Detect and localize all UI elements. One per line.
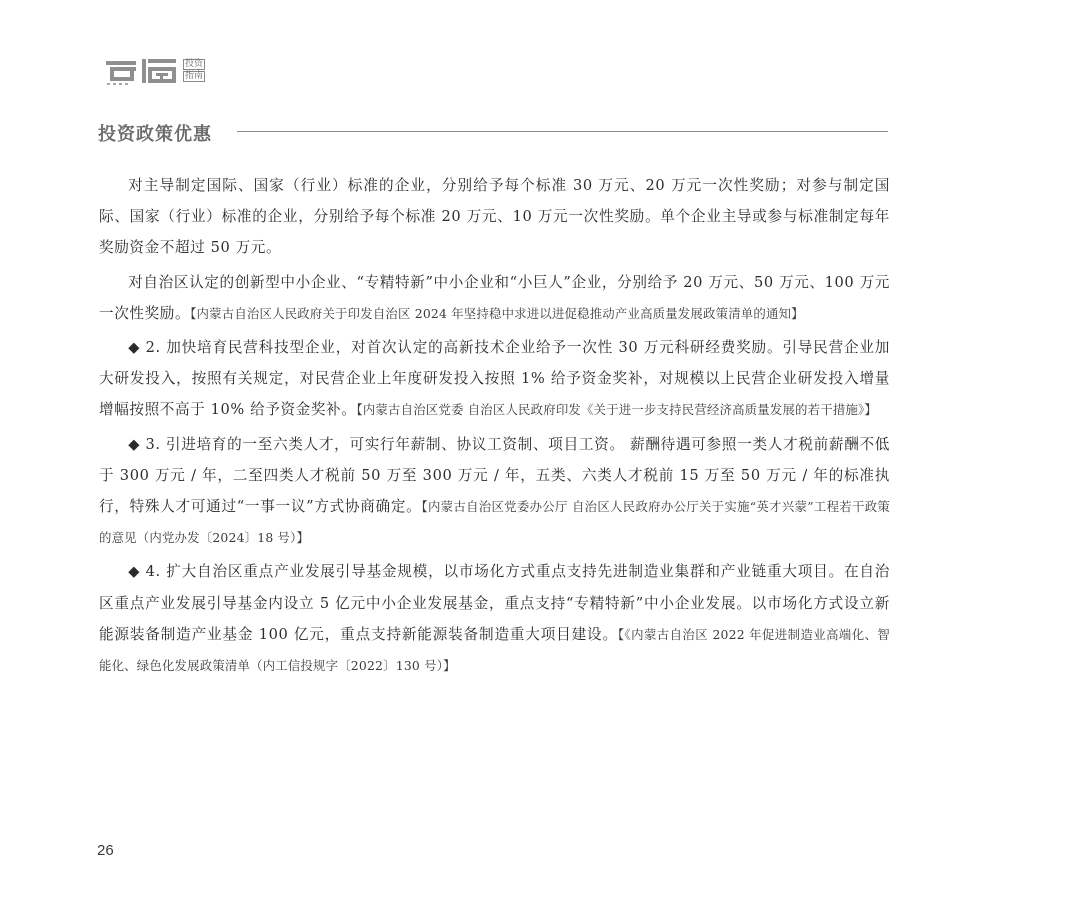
policy-source: 【内蒙古自治区党委办公厅 自治区人民政府办公厅关于实施“英才兴蒙”工程若干政策的意见（内党办发〔2024〕18 号）】 [99,499,890,546]
paragraph-standards-award [99,170,890,264]
policy-content [99,170,890,684]
paragraph-body: 对主导制定国际、国家（行业）标准的企业，分别给予每个标准 30 万元、20 万元一次性奖励；对参与制定国际、国家（行业）标准的企业，分别给予每个标准 20 万元、10 万元一次性奖励。单个企业主导或参与标准制定每年奖励资金不超过 50 万元。 [99,177,890,257]
paragraph-body: ◆ 2. 加快培育民营科技型企业，对首次认定的高新技术企业给予一次性 30 万元科研经费奖励。引导民营企业加大研发投入，按照有关规定，对民营企业上年度研发投入按照 1% 给予资金奖补，对规模以上民营企业研发投入增量增幅按照不高于 10% 给予资金奖补。 [99,339,890,419]
paragraph-industry-fund [99,556,890,681]
policy-source: 【内蒙古自治区党委 自治区人民政府印发《关于进一步支持民营经济高质量发展的若干措施》】 [356,402,877,418]
paragraph-body: 对自治区认定的创新型中小企业、“专精特新”中小企业和“小巨人”企业，分别给予 20 万元、50 万元、100 万元一次性奖励。 [99,273,890,322]
logo-text-bottom: 指南 [185,71,204,81]
section-title: 投资政策优惠 [98,124,212,145]
logo-glyph-icon [104,55,180,87]
paragraph-tech-enterprise [99,332,890,426]
policy-source: 【《内蒙古自治区 2022 年促进制造业高端化、智能化、绿色化发展政策清单（内工信投规字〔2022〕130 号）】 [99,626,890,674]
logo [104,54,205,88]
logo-text-top: 投资 [185,59,204,69]
paragraph-talent [99,429,890,554]
page-number: 26 [97,842,114,859]
paragraph-sme-award [99,267,890,329]
paragraph-body: ◆ 3. 引进培育的一至六类人才，可实行年薪制、协议工资制、项目工资。 薪酬待遇可参照一类人才税前薪酬不低于 300 万元 / 年，二至四类人才税前 50 万至 300 万元 / 年，五类、六类人才税前 15 万至 50 万元 / 年的标准执行，特殊人才可通过“一事一议”方式协商确定。 [99,435,890,516]
policy-source: 【内蒙古自治区人民政府关于印发自治区 2024 年坚持稳中求进以进促稳推动产业高质量发展政策清单的通知】 [190,305,804,321]
paragraph-body: ◆ 4. 扩大自治区重点产业发展引导基金规模，以市场化方式重点支持先进制造业集群和产业链重大项目。在自治区重点产业发展引导基金内设立 5 亿元中小企业发展基金，重点支持“专精特新”中小企业发展。以市场化方式设立新能源装备制造产业基金 100 亿元，重点支持新能源装备制造重大项目建设。 [99,563,890,643]
title-divider [237,131,888,132]
logo-text [183,59,205,83]
